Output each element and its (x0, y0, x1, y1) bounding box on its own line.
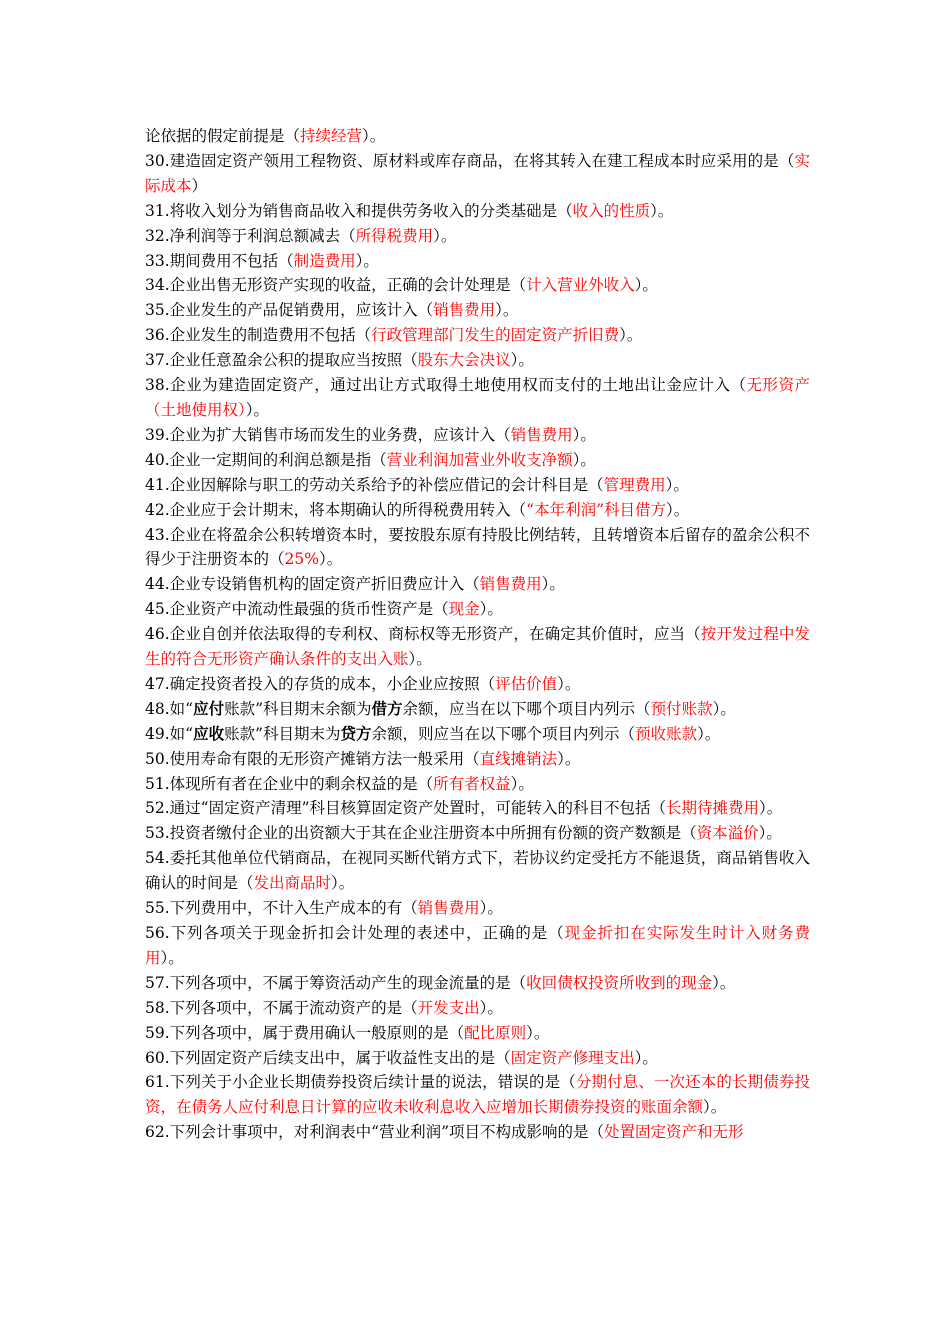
answer: 所有者权益 (433, 774, 511, 793)
answer: 销售费用 (417, 899, 480, 918)
question-37: 37.企业任意盈余公积的提取应当按照（股东大会决议）。 (145, 351, 534, 370)
question-49: 49.如“应收账款”科目期末为贷方余额，则应当在以下哪个项目内列示（预收账款）。 (145, 723, 721, 743)
question-46: 46.企业自创并依法取得的专利权、商标权等无形资产，在确定其价值时，应当（按开发过程中发生的符合无形资产确认条件的支出入账）。 (145, 625, 810, 669)
question-41: 41.企业因解除与职工的劳动关系给予的补偿应借记的会计科目是（管理费用）。 (145, 475, 689, 494)
question-56: 56.下列各项关于现金折扣会计处理的表述中，正确的是（现金折扣在实际发生时计入财务费用）。 (145, 924, 810, 967)
question-34: 34.企业出售无形资产实现的收益，正确的会计处理是（计入营业外收入）。 (145, 276, 658, 295)
question-30: 30.建造固定资产领用工程物资、原材料或库存商品，在将其转入在建工程成本时应采用的是（实际成本） (145, 151, 810, 195)
answer: 管理费用 (603, 475, 666, 494)
answer: 现金折扣在实际发生时计入财务费用 (145, 924, 810, 967)
question-52: 52.通过“固定资产清理”科目核算固定资产处置时，可能转入的科目不包括（长期待摊费用）。 (145, 799, 783, 818)
answer: 固定资产修理支出 (510, 1048, 635, 1067)
question-53: 53.投资者缴付企业的出资额大于其在企业注册资本中所拥有份额的资产数额是（资本溢价）。 (145, 824, 782, 843)
question-36: 36.企业发生的制造费用不包括（行政管理部门发生的固定资产折旧费）。 (145, 326, 643, 345)
answer: 发出商品时 (253, 874, 332, 893)
question-58: 58.下列各项中，不属于流动资产的是（开发支出）。 (145, 998, 503, 1017)
question-33: 33.期间费用不包括（制造费用）。 (145, 251, 379, 270)
answer: 分期付息、一次还本的长期债券投资，在债务人应付利息日计算的应收未收利息收入应增加长期债券投资的账面余额 (145, 1073, 810, 1117)
question-54: 54.委托其他单位代销商品，在视同买断代销方式下，若协议约定受托方不能退货，商品销售收入确认的时间是（发出商品时）。 (145, 849, 810, 893)
answer: 预付账款 (650, 699, 713, 718)
answer: 开发支出 (417, 998, 480, 1017)
answer: 按开发过程中发生的符合无形资产确认条件的支出入账 (145, 625, 810, 669)
answer: 评估价值 (495, 674, 558, 693)
question-32: 32.净利润等于利润总额减去（所得税费用）。 (145, 226, 457, 245)
question-50: 50.使用寿命有限的无形资产摊销方法一般采用（直线摊销法）。 (145, 749, 581, 768)
question-47: 47.确定投资者投入的存货的成本，小企业应按照（评估价值）。 (145, 674, 581, 693)
answer: “本年利润”科目借方 (526, 500, 667, 519)
answer: 所得税费用 (355, 226, 434, 245)
answer: 资本溢价 (696, 824, 759, 843)
question-38: 38.企业为建造固定资产，通过出让方式取得土地使用权而支付的土地出让金应计入（无形资产（土地使用权））。 (145, 376, 810, 419)
question-51: 51.体现所有者在企业中的剩余权益的是（所有者权益）。 (145, 774, 534, 793)
question-44: 44.企业专设销售机构的固定资产折旧费应计入（销售费用）。 (145, 575, 565, 594)
answer: 股东大会决议 (417, 351, 511, 370)
question-59: 59.下列各项中，属于费用确认一般原则的是（配比原则）。 (145, 1023, 550, 1042)
answer: 配比原则 (464, 1023, 527, 1042)
answer: 计入营业外收入 (526, 276, 635, 295)
question-61: 61.下列关于小企业长期债券投资后续计量的说法，错误的是（分期付息、一次还本的长期债券投资，在债务人应付利息日计算的应收未收利息收入应增加长期债券投资的账面余额）。 (145, 1073, 810, 1117)
question-39: 39.企业为扩大销售市场而发生的业务费，应该计入（销售费用）。 (145, 425, 596, 444)
answer: 直线摊销法 (479, 749, 558, 768)
question-42: 42.企业应于会计期末，将本期确认的所得税费用转入（“本年利润”科目借方）。 (145, 500, 690, 519)
question-40: 40.企业一定期间的利润总额是指（营业利润加营业外收支净额）。 (145, 450, 596, 469)
question-45: 45.企业资产中流动性最强的货币性资产是（现金）。 (145, 600, 503, 619)
answer: 行政管理部门发生的固定资产折旧费 (371, 326, 620, 345)
document-page (145, 124, 810, 1145)
answer: 长期待摊费用 (666, 799, 760, 818)
answer: 收入的性质 (572, 201, 651, 220)
question-29-tail: 论依据的假定前提是（持续经营）。 (145, 127, 386, 145)
question-43: 43.企业在将盈余公积转增资本时，要按股东原有持股比例结转，且转增资本后留存的盈余公积不得少于注册资本的（25%）。 (145, 525, 810, 569)
answer: 收回债权投资所收到的现金 (526, 973, 713, 992)
answer: 持续经营 (300, 127, 363, 145)
answer: 25% (284, 550, 319, 569)
question-60: 60.下列固定资产后续支出中，属于收益性支出的是（固定资产修理支出）。 (145, 1048, 658, 1067)
question-48: 48.如“应付账款”科目期末余额为借方余额，应当在以下哪个项目内列示（预付账款）。 (145, 698, 736, 718)
question-31: 31.将收入划分为销售商品收入和提供劳务收入的分类基础是（收入的性质）。 (145, 201, 674, 220)
question-57: 57.下列各项中，不属于筹资活动产生的现金流量的是（收回债权投资所收到的现金）。 (145, 973, 736, 992)
answer: 现金 (448, 600, 480, 619)
answer: 实际成本 (145, 151, 810, 195)
answer: 销售费用 (479, 575, 542, 594)
answer: 销售费用 (433, 301, 496, 320)
answer: 营业利润加营业外收支净额 (386, 450, 573, 469)
answer: 无形资产（土地使用权） (145, 376, 810, 419)
question-62: 62.下列会计事项中，对利润表中“营业利润”项目不构成影响的是（处置固定资产和无形 (145, 1123, 744, 1142)
answer: 预收账款 (635, 724, 698, 743)
question-35: 35.企业发生的产品促销费用，应该计入（销售费用）。 (145, 301, 519, 320)
answer: 销售费用 (510, 425, 573, 444)
answer: 制造费用 (293, 251, 356, 270)
question-55: 55.下列费用中，不计入生产成本的有（销售费用）。 (145, 899, 503, 918)
answer: 处置固定资产和无形 (604, 1123, 744, 1142)
